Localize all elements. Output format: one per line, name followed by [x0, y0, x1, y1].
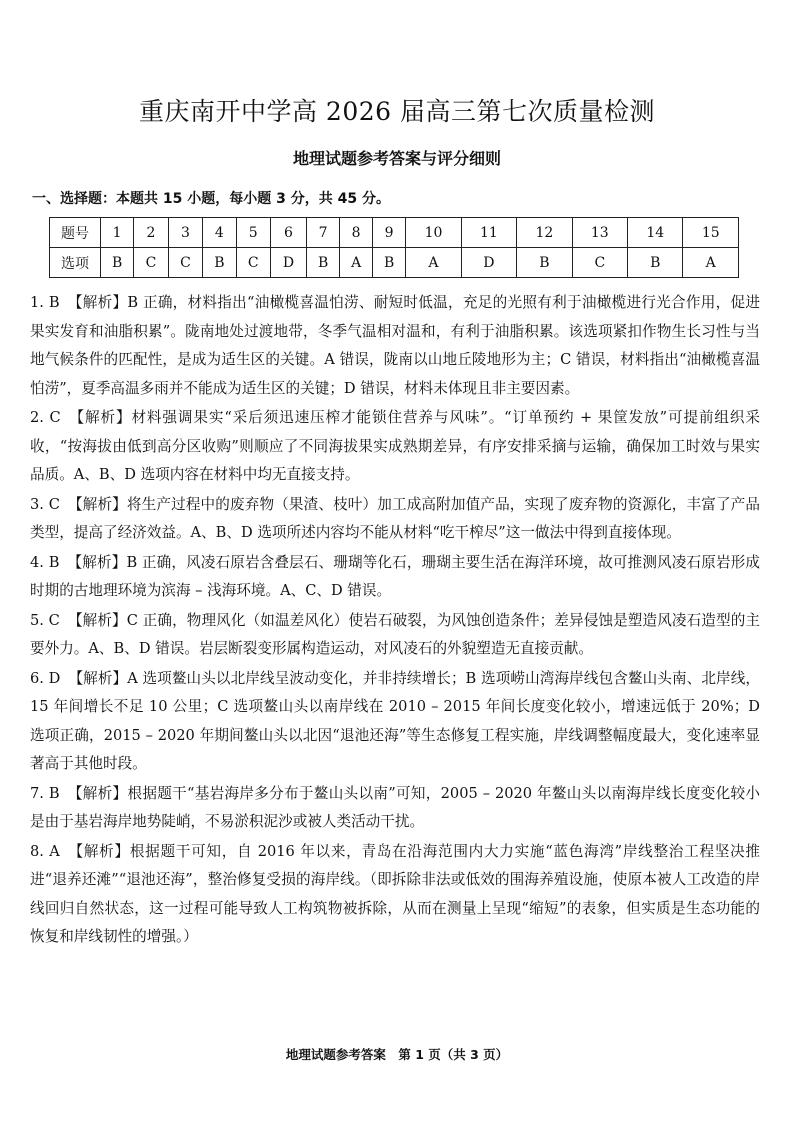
answer-prefix: 3. C	[30, 495, 60, 513]
explanation-item	[30, 838, 760, 952]
question-number-cell: 13	[572, 218, 627, 248]
question-number-cell: 7	[307, 218, 340, 248]
section-heading: 一、选择题：本题共 15 小题，每小题 3 分，共 45 分。	[32, 191, 390, 207]
answer-row	[50, 248, 739, 278]
answer-cell: D	[461, 248, 516, 278]
answer-prefix: 2. C	[30, 409, 61, 426]
analysis-label: 【解析】	[67, 495, 127, 513]
answer-cell: B	[517, 248, 572, 278]
row-label-answer: 选项	[50, 248, 101, 278]
page-title: 重庆南开中学高 2026 届高三第七次质量检测	[138, 97, 656, 126]
explanation-text: 根据题干“基岩海岸多分布于鳌山头以南”可知，2005 – 2020 年鳌山头以南海岸线长度变化较小是由于基岩海岸地势陡峭，不易淤积泥沙或被人类活动干扰。	[30, 784, 760, 830]
analysis-label: 【解析】	[67, 784, 128, 802]
answer-cell: A	[340, 248, 373, 278]
answer-table	[49, 217, 739, 278]
question-number-cell: 3	[168, 218, 203, 248]
answer-prefix: 4. B	[30, 553, 60, 571]
analysis-label: 【解析】	[68, 669, 128, 687]
explanation-item	[30, 404, 760, 490]
analysis-label: 【解析】	[67, 842, 130, 860]
answer-cell: B	[628, 248, 683, 278]
explanation-text: A 选项鳌山头以北岸线呈波动变化，并非持续增长；B 选项崂山湾海岸线包含鳌山头南、北岸线，15 年间增长不足 10 公里；C 选项鳌山头以南岸线在 2010 – 2015 年间长度变化较小，增速远低于 20%；D 选项正确，2015 – 2020 年期间鳌山头以北因“退池还海”等生态修复工程实施，岸线调整幅度最大，变化速率显著高于其他时段。	[30, 669, 760, 772]
answer-prefix: 5. C	[30, 611, 60, 629]
question-number-cell: 14	[628, 218, 683, 248]
explanation-list	[30, 289, 760, 953]
question-number-row	[50, 218, 739, 248]
page-footer: 地理试题参考答案 第 1 页（共 3 页）	[285, 1047, 509, 1062]
explanation-item	[30, 289, 760, 403]
explanation-item	[30, 491, 760, 548]
explanation-text: 将生产过程中的废弃物（果渣、枝叶）加工成高附加值产品，实现了废弃物的资源化，丰富了产品类型，提高了经济效益。A、B、D 选项所述内容均不能从材料“吃干榨尽”这一做法中得到直接体现。	[30, 495, 760, 541]
question-number-cell: 15	[683, 218, 739, 248]
explanation-text: C 正确，物理风化（如温差风化）使岩石破裂，为风蚀创造条件；差异侵蚀是塑造风凌石造型的主要外力。A、B、D 错误。岩层断裂变形属构造运动，对风凌石的外貌塑造无直接贡献。	[30, 611, 760, 657]
explanation-item	[30, 665, 760, 779]
question-number-cell: 9	[373, 218, 406, 248]
explanation-text: 材料强调果实“采后须迅速压榨才能锁住营养与风味”。“订单预约 + 果筐发放”可提前组织采收，“按海拔由低到高分区收购”则顺应了不同海拔果实成熟期差异，有序安排采摘与运输，确保加工时效与果实品质。A、B、D 选项内容在材料中均无直接支持。	[30, 409, 760, 483]
question-number-cell: 8	[340, 218, 373, 248]
analysis-label: 【解析】	[67, 553, 127, 571]
row-label-question-number: 题号	[50, 218, 101, 248]
answer-prefix: 7. B	[30, 784, 60, 802]
answer-cell: A	[683, 248, 739, 278]
answer-cell: B	[307, 248, 340, 278]
answer-cell: B	[101, 248, 134, 278]
answer-cell: A	[406, 248, 461, 278]
answer-cell: B	[203, 248, 236, 278]
question-number-cell: 12	[517, 218, 572, 248]
answer-cell: C	[134, 248, 169, 278]
analysis-label: 【解析】	[67, 294, 128, 311]
question-number-cell: 5	[236, 218, 271, 248]
answer-cell: C	[168, 248, 203, 278]
question-number-cell: 11	[461, 218, 516, 248]
answer-prefix: 8. A	[30, 842, 60, 860]
explanation-item	[30, 549, 760, 606]
question-number-cell: 6	[271, 218, 307, 248]
answer-cell: C	[236, 248, 271, 278]
answer-cell: C	[572, 248, 627, 278]
explanation-text: B 正确，材料指出“油橄榄喜温怕涝、耐短时低温，充足的光照有利于油橄榄进行光合作用，促进果实发育和油脂积累”。陇南地处过渡地带，冬季气温相对温和，有利于油脂积累。该选项紧扣作物生长习性与当地气候条件的匹配性，是成为适生区的关键。A 错误，陇南以山地丘陵地形为主；C 错误，材料指出“油橄榄喜温怕涝”，夏季高温多雨并不能成为适生区的关键；D 错误，材料未体现且非主要因素。	[30, 294, 760, 397]
question-number-cell: 1	[101, 218, 134, 248]
answer-prefix: 1. B	[30, 294, 60, 311]
analysis-label: 【解析】	[67, 611, 127, 629]
analysis-label: 【解析】	[68, 409, 132, 426]
answer-cell: B	[373, 248, 406, 278]
answer-prefix: 6. D	[30, 669, 61, 687]
explanation-text: B 正确，风凌石原岩含叠层石、珊瑚等化石，珊瑚主要生活在海洋环境，故可推测风凌石原岩形成时期的古地理环境为滨海 – 浅海环境。A、C、D 错误。	[30, 553, 760, 599]
question-number-cell: 10	[406, 218, 461, 248]
answer-cell: D	[271, 248, 307, 278]
explanation-text: 根据题干可知，自 2016 年以来，青岛在沿海范围内大力实施“蓝色海湾”岸线整治工程坚决推进“退养还滩”“退池还海”，整治修复受损的海岸线。（即拆除非法或低效的围海养殖设施，使原本被人工改造的岸线回归自然状态，这一过程可能导致人工构筑物被拆除，从而在测量上呈现“缩短”的表象，但实质是生态功能的恢复和岸线韧性的增强。）	[30, 842, 760, 945]
explanation-item	[30, 607, 760, 664]
question-number-cell: 2	[134, 218, 169, 248]
page-subtitle: 地理试题参考答案与评分细则	[292, 149, 501, 168]
question-number-cell: 4	[203, 218, 236, 248]
explanation-item	[30, 780, 760, 837]
